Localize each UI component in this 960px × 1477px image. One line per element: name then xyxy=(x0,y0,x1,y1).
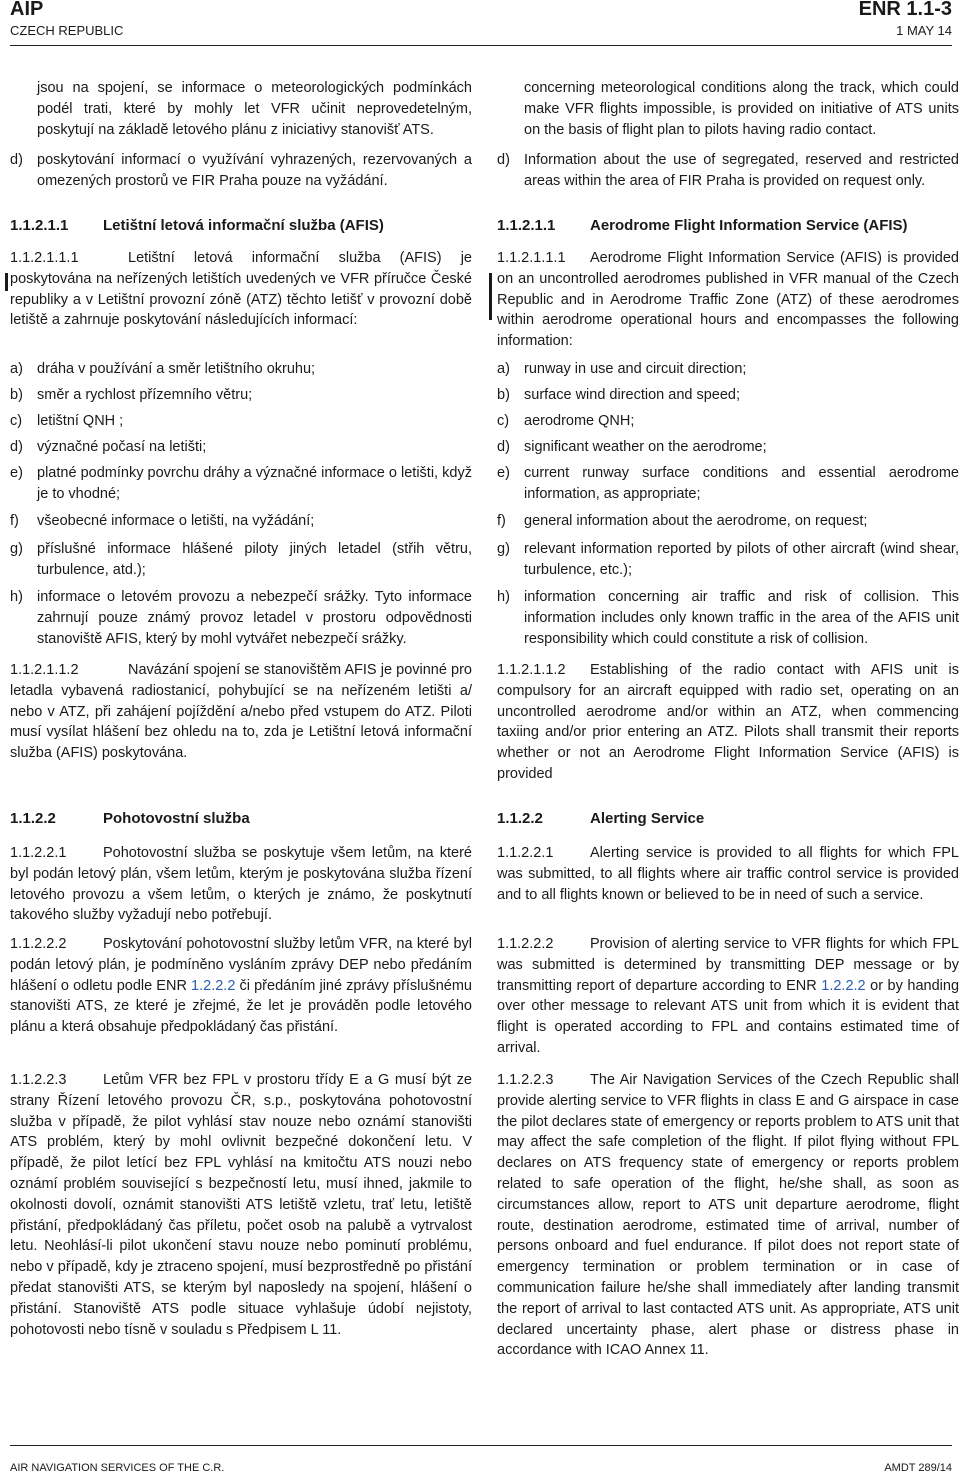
list-marker: g) xyxy=(497,541,510,557)
list-text: surface wind direction and speed; xyxy=(524,387,741,403)
list-item xyxy=(497,437,959,458)
cz-item-d-text: poskytování informací o využívání vyhrazených, rezervovaných a omezených prostorů ve FIR Praha pouze na vyžádání. xyxy=(37,152,472,189)
en-item-d-text: Information about the use of segregated, reserved and restricted areas within the area of FIR Praha is provided on request only. xyxy=(524,152,959,189)
en-heading-alerting-title: Alerting Service xyxy=(590,810,705,827)
list-text: relevant information reported by pilots of other aircraft (wind shear, turbulence, etc.); xyxy=(524,541,959,578)
list-marker: h) xyxy=(497,589,510,605)
cz-heading-afis xyxy=(10,216,384,237)
en-heading-afis-title: Aerodrome Flight Information Service (AFIS) xyxy=(590,217,908,234)
list-marker: c) xyxy=(10,413,23,429)
header-country: CZECH REPUBLIC xyxy=(10,23,124,38)
cz-para-alert-2-number: 1.1.2.2.2 xyxy=(10,936,67,952)
header-page-ref: ENR 1.1-3 xyxy=(858,0,952,20)
list-text: general information about the aerodrome, on request; xyxy=(524,513,868,529)
cz-item-d-marker: d) xyxy=(10,152,23,168)
footer-amendment: AMDT 289/14 xyxy=(884,1462,952,1474)
en-item-d-marker: d) xyxy=(497,152,510,168)
list-item xyxy=(10,411,472,432)
list-item xyxy=(497,359,959,380)
list-item xyxy=(10,385,472,406)
en-para-alert-2 xyxy=(497,934,959,1059)
cz-para-afis xyxy=(10,248,472,331)
list-item xyxy=(497,411,959,432)
en-heading-afis xyxy=(497,216,908,237)
list-item xyxy=(497,539,959,581)
change-bar-cz xyxy=(5,273,8,291)
list-text: význačné počasí na letišti; xyxy=(37,439,207,455)
cz-para-afis-2 xyxy=(10,660,472,764)
cz-para-alert-3 xyxy=(10,1070,472,1340)
list-marker: f) xyxy=(497,513,506,529)
en-para-afis-2-number: 1.1.2.1.1.2 xyxy=(497,662,566,678)
change-bar-en xyxy=(489,273,492,320)
list-marker: g) xyxy=(10,541,23,557)
en-para-alert-1 xyxy=(497,843,959,905)
list-marker: e) xyxy=(10,465,23,481)
en-enr-link[interactable]: 1.2.2.2 xyxy=(821,977,866,994)
list-marker: b) xyxy=(10,387,23,403)
list-text: information concerning air traffic and risk of collision. This information includes only known traffic in the area of the AFIS unit responsibility which could constitute a risk of collision. xyxy=(524,589,959,647)
list-marker: f) xyxy=(10,513,19,529)
en-para-alert-3 xyxy=(497,1070,959,1361)
header-aip-title: AIP xyxy=(10,0,44,20)
en-heading-afis-number: 1.1.2.1.1 xyxy=(497,217,556,234)
cz-heading-alerting xyxy=(10,809,250,830)
cz-para-alert-1 xyxy=(10,843,472,926)
en-para-afis-2 xyxy=(497,660,959,785)
footer-rule xyxy=(10,1445,952,1446)
cz-heading-afis-title: Letištní letová informační služba (AFIS) xyxy=(103,217,384,234)
en-para-alert-2-number: 1.1.2.2.2 xyxy=(497,936,554,952)
en-para-alert-3-number: 1.1.2.2.3 xyxy=(497,1072,554,1088)
list-item xyxy=(497,511,959,532)
cz-para-afis-2-number: 1.1.2.1.1.2 xyxy=(10,662,79,678)
en-para-alert-2-text-a: Provision of alerting service to VFR flights for which FPL was submitted is determined by transmitting DEP message or by transmitting report of departure according to ENR xyxy=(497,936,959,994)
list-marker: h) xyxy=(10,589,23,605)
list-item xyxy=(497,587,959,649)
en-para-afis-2-text: Establishing of the radio contact with AFIS unit is compulsory for an aircraft equipped with radio set, operating on an uncontrolled aerodrome and/or within an ATZ, when commencing taxiing and/or prior entering an ATZ. Pilots shall transmit their reports whether or not an Aerodrome Flight Information Service (AFIS) is provided xyxy=(497,662,959,782)
header-rule xyxy=(10,45,952,46)
en-para-alert-1-text: Alerting service is provided to all flights for which FPL was submitted, to all flights where air traffic control service is provided and to all flights known or believed to be in need of such a service. xyxy=(497,845,959,903)
list-marker: e) xyxy=(497,465,510,481)
list-text: směr a rychlost přízemního větru; xyxy=(37,387,253,403)
list-text: dráha v používání a směr letištního okruhu; xyxy=(37,361,316,377)
cz-item-d xyxy=(10,150,472,192)
cz-heading-afis-number: 1.1.2.1.1 xyxy=(10,217,69,234)
en-para-afis xyxy=(497,248,959,352)
cz-para-alert-2-text-b: či předáním jiné zprávy příslušnému stanovišti ATS, ze které je zřejmé, že let je prováděn podle letového plánu a která obsahuje předpokládaný čas přistání. xyxy=(10,977,472,1036)
header-date: 1 MAY 14 xyxy=(896,23,952,38)
list-item xyxy=(10,437,472,458)
list-text: runway in use and circuit direction; xyxy=(524,361,747,377)
cz-para-afis-text: Letištní letová informační služba (AFIS) je poskytována na neřízených letištích uvedených ve VFR příručce České republiky a v Letištní provozní zóně (ATZ) těchto letišť v provozní době letiště a zahrnuje poskytování následujících informací: xyxy=(10,250,472,329)
footer-publisher: AIR NAVIGATION SERVICES OF THE C.R. xyxy=(10,1462,225,1474)
cz-heading-alerting-title: Pohotovostní služba xyxy=(103,810,250,827)
list-marker: c) xyxy=(497,413,510,429)
cz-heading-alerting-number: 1.1.2.2 xyxy=(10,810,56,827)
list-item xyxy=(10,359,472,380)
en-heading-alerting xyxy=(497,809,704,830)
list-text: informace o letovém provozu a nebezpečí srážky. Tyto informace zahrnují pouze známý provoz letadel v prostoru odpovědnosti stanoviště AFIS, který by mohl vytvářet nebezpečí srážky. xyxy=(37,589,472,647)
cz-para-alert-1-number: 1.1.2.2.1 xyxy=(10,845,67,861)
list-text: příslušné informace hlášené piloty jiných letadel (střih větru, turbulence, atd.); xyxy=(37,541,472,578)
list-text: platné podmínky povrchu dráhy a význačné informace o letišti, když je to vhodné; xyxy=(37,465,472,502)
cz-para-alert-2-text-a: Poskytování pohotovostní služby letům VFR, na které byl podán letový plán, je podmíněno vysláním zprávy DEP nebo předáním hlášení o odletu podle ENR xyxy=(10,936,472,994)
cz-para-afis-number: 1.1.2.1.1.1 xyxy=(10,250,79,266)
en-intro-continuation: concerning meteorological conditions along the track, which could make VFR flights impossible, is provided on initiative of ATS units on the basis of flight plan to pilots having radio contact. xyxy=(524,80,959,138)
en-heading-alerting-number: 1.1.2.2 xyxy=(497,810,543,827)
list-text: aerodrome QNH; xyxy=(524,413,635,429)
cz-intro-continuation: jsou na spojení, se informace o meteorologických podmínkách podél trati, které by mohly let VFR učinit neprovedetelným, poskytují na základě letového plánu z iniciativy stanovišť ATS. xyxy=(37,80,472,138)
list-marker: a) xyxy=(497,361,510,377)
cz-para-alert-2 xyxy=(10,934,472,1038)
list-text: significant weather on the aerodrome; xyxy=(524,439,767,455)
list-text: letištní QNH ; xyxy=(37,413,124,429)
en-item-d xyxy=(497,150,959,192)
list-marker: d) xyxy=(497,439,510,455)
list-item xyxy=(497,463,959,505)
en-para-afis-text: Aerodrome Flight Information Service (AFIS) is provided on an uncontrolled aerodromes published in VFR manual of the Czech Republic and in Aerodrome Traffic Zone (ATZ) of these aerodromes within aerodrome operational hours and encompasses the following information: xyxy=(497,250,959,350)
list-marker: d) xyxy=(10,439,23,455)
cz-para-alert-3-text: Letům VFR bez FPL v prostoru třídy E a G musí být ze strany Řízení letového provozu ČR, s.p., poskytována pohotovostní služba v případě, že pilot vyhlásí stav nouze nebo oznámí stanovišti ATS problém, který by mohl ovlivnit bezpečné dokončení letu. V případě, že pilot letící bez FPL vyhlásí na kmitočtu ATS nouzi nebo oznámí problém související s bezpečností letu, musí ihned, jakmile to okolnosti dovolí, oznámit stanovišti ATS letiště vzletu, trať letu, letiště přistání, předpokládaný čas příletu, počet osob na palubě a vytrvalost letu. Neohlásí-li pilot ukončení stavu nouze nebo pominutí problému, nebo v případě, kdy je ztraceno spojení, musí bezprostředně po přistání předat stanovišti ATS, se kterým byl naposledy na spojení, hlášení o přistání. Stanoviště ATS podle situace vyhlašuje údobí nejistoty, pohotovosti nebo tísně v souladu s Předpisem L 11. xyxy=(10,1072,472,1338)
cz-para-afis-2-text: Navázání spojení se stanovištěm AFIS je povinné pro letadla vybavená radiostanicí, pohybující se na neřízeném letišti a/ nebo v ATZ, při zahájení pojíždění a/nebo před vstupem do ATZ. Piloti musí vysílat hlášení bez ohledu na to, zda je Letištní letová informační služba (AFIS) poskytována. xyxy=(10,662,472,762)
en-para-alert-3-text: The Air Navigation Services of the Czech Republic shall provide alerting service to VFR flights in class E and G airspace in case the pilot declares state of emergency or reports problem to ATS unit that may affect the safe completion of the flight. If pilot flying without FPL declares on ATS frequency state of emergency or reports problem related to safe operation of the flight, he/she shall, as soon as circumstances allow, report to ATS unit departure aerodrome, flight route, destination aerodrome, estimated time of arrival, number of persons onboard and fuel endurance. If pilot does not report state of emergency termination or problem termination or in case of communication failure he/she shall immediately after landing transmit the report of arrival to last contacted ATS unit. As appropriate, ATS unit declared uncertainty phase, alert phase or distress phase in accordance with ICAO Annex 11. xyxy=(497,1072,959,1359)
list-marker: a) xyxy=(10,361,23,377)
list-text: current runway surface conditions and essential aerodrome information, as appropriate; xyxy=(524,465,959,502)
cz-para-alert-3-number: 1.1.2.2.3 xyxy=(10,1072,67,1088)
list-item xyxy=(497,385,959,406)
en-para-alert-2-text-b: or by handing over other message to relevant ATS unit from which it is evident that flight is operated according to FPL and contains estimated time of arrival. xyxy=(497,977,960,1056)
list-text: všeobecné informace o letišti, na vyžádání; xyxy=(37,513,315,529)
list-item xyxy=(10,511,472,532)
list-item xyxy=(10,463,472,505)
list-item xyxy=(10,539,472,581)
en-para-afis-number: 1.1.2.1.1.1 xyxy=(497,250,566,266)
list-marker: b) xyxy=(497,387,510,403)
list-item xyxy=(10,587,472,649)
cz-enr-link[interactable]: 1.2.2.2 xyxy=(191,977,236,994)
en-para-alert-1-number: 1.1.2.2.1 xyxy=(497,845,554,861)
cz-para-alert-1-text: Pohotovostní služba se poskytuje všem letům, na které byl podán letový plán, všem letům, kterým je poskytována služba řízení letového provozu a všem letům, o kterých je známo, že poskytnutí takového služby vyžadují nebo potřebují. xyxy=(10,845,472,924)
